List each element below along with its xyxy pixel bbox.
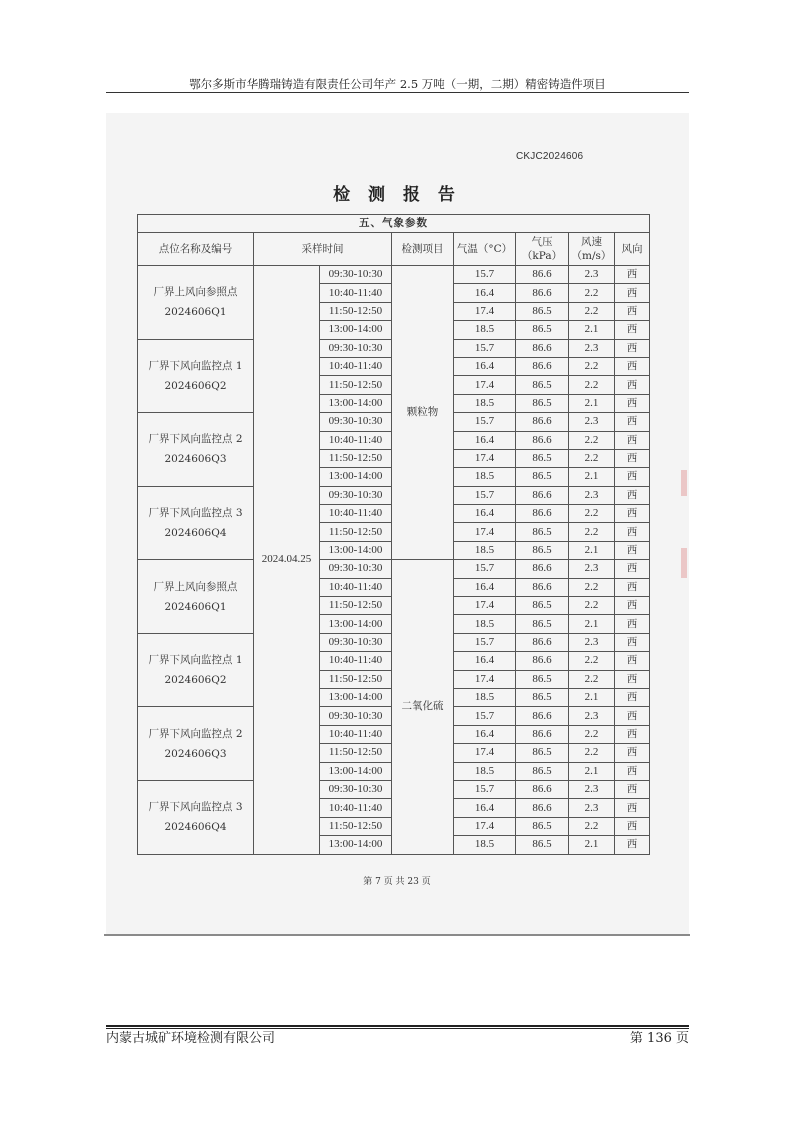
temperature: 18.5: [454, 321, 516, 339]
sampling-time: 13:00-14:00: [320, 468, 392, 486]
site-cell: [138, 707, 254, 781]
pressure: 86.5: [516, 394, 569, 412]
sampling-time: 09:30-10:30: [320, 707, 392, 725]
wind-direction: 西: [615, 597, 650, 615]
wind-speed: 2.2: [569, 670, 615, 688]
wind-speed: 2.3: [569, 707, 615, 725]
temperature: 17.4: [454, 302, 516, 320]
wind-speed: 2.2: [569, 284, 615, 302]
header-wind-direction: 风向: [615, 233, 650, 266]
seal-stamp-fragment: [681, 470, 687, 496]
pressure: 86.6: [516, 652, 569, 670]
sampling-time: 09:30-10:30: [320, 266, 392, 284]
pressure: 86.5: [516, 670, 569, 688]
wind-speed: 2.3: [569, 633, 615, 651]
site-code: 2024606Q3: [164, 453, 227, 466]
wind-speed: 2.2: [569, 652, 615, 670]
temperature: 18.5: [454, 468, 516, 486]
pressure: 86.6: [516, 266, 569, 284]
temperature: 15.7: [454, 486, 516, 504]
pressure: 86.6: [516, 780, 569, 798]
sampling-time: 11:50-12:50: [320, 744, 392, 762]
header-temperature: 气温（°C）: [454, 233, 516, 266]
temperature: 16.4: [454, 505, 516, 523]
site-name: 厂界下风向监控点 3: [148, 801, 243, 814]
pressure: 86.5: [516, 744, 569, 762]
wind-speed: 2.2: [569, 302, 615, 320]
pressure: 86.5: [516, 449, 569, 467]
footer-divider: [106, 1025, 689, 1027]
sampling-date: 2024.04.25: [254, 266, 320, 855]
wind-direction: 西: [615, 523, 650, 541]
section-title: 五、气象参数: [138, 215, 650, 233]
wind-direction: 西: [615, 615, 650, 633]
footer-divider-thin: [106, 1028, 689, 1029]
temperature: 16.4: [454, 652, 516, 670]
wind-direction: 西: [615, 578, 650, 596]
site-cell: [138, 339, 254, 413]
wind-speed: 2.1: [569, 762, 615, 780]
report-page-number: 第 7 页 共 23 页: [363, 877, 431, 887]
wind-direction: 西: [615, 339, 650, 357]
wind-speed: 2.2: [569, 597, 615, 615]
sampling-time: 11:50-12:50: [320, 817, 392, 835]
wind-direction: 西: [615, 394, 650, 412]
wind-speed: 2.1: [569, 321, 615, 339]
wind-speed: 2.2: [569, 431, 615, 449]
site-cell: [138, 413, 254, 487]
wind-speed: 2.1: [569, 688, 615, 706]
wind-direction: 西: [615, 357, 650, 375]
pressure: 86.6: [516, 284, 569, 302]
wind-direction: 西: [615, 486, 650, 504]
sampling-time: 11:50-12:50: [320, 376, 392, 394]
temperature: 18.5: [454, 688, 516, 706]
temperature: 16.4: [454, 284, 516, 302]
site-name: 厂界上风向参照点: [153, 286, 238, 299]
site-name: 厂界下风向监控点 2: [148, 433, 243, 446]
wind-direction: 西: [615, 762, 650, 780]
sampling-time: 13:00-14:00: [320, 615, 392, 633]
pressure: 86.5: [516, 541, 569, 559]
wind-direction: 西: [615, 799, 650, 817]
wind-speed: 2.3: [569, 799, 615, 817]
test-item: 二氧化硫: [392, 560, 454, 854]
pressure: 86.6: [516, 725, 569, 743]
wind-speed: 2.1: [569, 468, 615, 486]
wind-direction: 西: [615, 266, 650, 284]
temperature: 17.4: [454, 817, 516, 835]
temperature: 17.4: [454, 376, 516, 394]
temperature: 17.4: [454, 597, 516, 615]
wind-direction: 西: [615, 780, 650, 798]
wind-speed: 2.2: [569, 357, 615, 375]
temperature: 17.4: [454, 523, 516, 541]
pressure: 86.5: [516, 688, 569, 706]
sampling-time: 11:50-12:50: [320, 302, 392, 320]
temperature: 15.7: [454, 339, 516, 357]
pressure: 86.6: [516, 431, 569, 449]
sampling-time: 10:40-11:40: [320, 357, 392, 375]
wind-direction: 西: [615, 284, 650, 302]
wind-direction: 西: [615, 468, 650, 486]
wind-speed: 2.1: [569, 394, 615, 412]
wind-direction: 西: [615, 725, 650, 743]
temperature: 15.7: [454, 266, 516, 284]
site-name: 厂界上风向参照点: [153, 580, 238, 593]
site-name: 厂界下风向监控点 1: [148, 654, 243, 667]
sampling-time: 10:40-11:40: [320, 799, 392, 817]
wind-speed: 2.3: [569, 780, 615, 798]
site-code: 2024606Q1: [164, 600, 227, 613]
temperature: 18.5: [454, 836, 516, 854]
sampling-time: 13:00-14:00: [320, 688, 392, 706]
temperature: 15.7: [454, 707, 516, 725]
pressure: 86.6: [516, 799, 569, 817]
header-wind-speed: 风速 （m/s）: [569, 233, 615, 266]
site-name: 厂界下风向监控点 2: [148, 727, 243, 740]
pressure: 86.5: [516, 468, 569, 486]
wind-speed: 2.3: [569, 413, 615, 431]
wind-direction: 西: [615, 302, 650, 320]
wind-direction: 西: [615, 744, 650, 762]
sampling-time: 11:50-12:50: [320, 670, 392, 688]
wind-speed: 2.3: [569, 266, 615, 284]
site-name: 厂界下风向监控点 3: [148, 506, 243, 519]
sampling-time: 09:30-10:30: [320, 633, 392, 651]
temperature: 16.4: [454, 799, 516, 817]
wind-direction: 西: [615, 431, 650, 449]
pressure: 86.5: [516, 376, 569, 394]
wind-direction: 西: [615, 449, 650, 467]
temperature: 17.4: [454, 670, 516, 688]
site-code: 2024606Q3: [164, 747, 227, 760]
wind-direction: 西: [615, 670, 650, 688]
wind-speed: 2.1: [569, 615, 615, 633]
temperature: 18.5: [454, 762, 516, 780]
site-code: 2024606Q1: [164, 306, 227, 319]
sampling-time: 13:00-14:00: [320, 321, 392, 339]
seal-stamp-fragment: [681, 548, 687, 578]
sampling-time: 11:50-12:50: [320, 449, 392, 467]
pressure: 86.6: [516, 633, 569, 651]
wind-speed: 2.2: [569, 376, 615, 394]
sampling-time: 09:30-10:30: [320, 339, 392, 357]
pressure: 86.6: [516, 578, 569, 596]
wind-direction: 西: [615, 376, 650, 394]
site-cell: [138, 560, 254, 634]
pressure: 86.5: [516, 762, 569, 780]
wind-speed: 2.2: [569, 523, 615, 541]
header-time: 采样时间: [254, 233, 392, 266]
temperature: 18.5: [454, 541, 516, 559]
sampling-time: 11:50-12:50: [320, 523, 392, 541]
wind-speed: 2.3: [569, 339, 615, 357]
temperature: 16.4: [454, 725, 516, 743]
wind-speed: 2.1: [569, 836, 615, 854]
site-cell: [138, 266, 254, 340]
temperature: 15.7: [454, 560, 516, 578]
sampling-time: 10:40-11:40: [320, 652, 392, 670]
table-row: [138, 266, 650, 284]
pressure: 86.5: [516, 302, 569, 320]
pressure: 86.5: [516, 597, 569, 615]
site-cell: [138, 633, 254, 707]
report-title: 检 测 报 告: [333, 185, 461, 205]
sampling-time: 09:30-10:30: [320, 560, 392, 578]
meteorological-table: [137, 214, 650, 855]
wind-direction: 西: [615, 817, 650, 835]
pressure: 86.5: [516, 523, 569, 541]
site-name: 厂界下风向监控点 1: [148, 359, 243, 372]
pressure: 86.6: [516, 413, 569, 431]
pressure: 86.5: [516, 321, 569, 339]
sampling-time: 13:00-14:00: [320, 762, 392, 780]
temperature: 15.7: [454, 780, 516, 798]
site-code: 2024606Q4: [164, 821, 227, 834]
table-body: [138, 266, 650, 855]
sampling-time: 13:00-14:00: [320, 541, 392, 559]
pressure: 86.6: [516, 486, 569, 504]
pressure: 86.5: [516, 615, 569, 633]
wind-speed: 2.2: [569, 725, 615, 743]
sampling-time: 10:40-11:40: [320, 431, 392, 449]
sampling-time: 09:30-10:30: [320, 486, 392, 504]
temperature: 17.4: [454, 744, 516, 762]
sampling-time: 10:40-11:40: [320, 725, 392, 743]
pressure: 86.6: [516, 707, 569, 725]
wind-direction: 西: [615, 652, 650, 670]
wind-direction: 西: [615, 560, 650, 578]
wind-speed: 2.2: [569, 505, 615, 523]
wind-speed: 2.3: [569, 560, 615, 578]
wind-speed: 2.2: [569, 817, 615, 835]
temperature: 16.4: [454, 431, 516, 449]
sampling-time: 13:00-14:00: [320, 836, 392, 854]
temperature: 15.7: [454, 633, 516, 651]
wind-direction: 西: [615, 836, 650, 854]
sampling-time: 09:30-10:30: [320, 413, 392, 431]
table-header-row: [138, 233, 650, 266]
document-header: 鄂尔多斯市华腾瑞铸造有限责任公司年产 2.5 万吨（一期，二期）精密铸造件项目: [106, 76, 689, 93]
site-cell: [138, 486, 254, 560]
sampling-time: 10:40-11:40: [320, 578, 392, 596]
wind-direction: 西: [615, 707, 650, 725]
temperature: 16.4: [454, 357, 516, 375]
sampling-time: 10:40-11:40: [320, 505, 392, 523]
wind-direction: 西: [615, 321, 650, 339]
wind-direction: 西: [615, 505, 650, 523]
temperature: 18.5: [454, 615, 516, 633]
wind-direction: 西: [615, 413, 650, 431]
wind-direction: 西: [615, 688, 650, 706]
pressure: 86.6: [516, 357, 569, 375]
table-row: [138, 560, 650, 578]
header-pressure: 气压 （kPa）: [516, 233, 569, 266]
temperature: 17.4: [454, 449, 516, 467]
sampling-time: 13:00-14:00: [320, 394, 392, 412]
wind-speed: 2.2: [569, 449, 615, 467]
sampling-time: 09:30-10:30: [320, 780, 392, 798]
test-item: 颗粒物: [392, 266, 454, 560]
footer-page-number: 第 136 页: [629, 1031, 689, 1046]
temperature: 16.4: [454, 578, 516, 596]
temperature: 15.7: [454, 413, 516, 431]
site-cell: [138, 780, 254, 854]
sampling-time: 10:40-11:40: [320, 284, 392, 302]
site-code: 2024606Q2: [164, 379, 227, 392]
report-number: CKJC2024606: [516, 151, 584, 162]
site-code: 2024606Q4: [164, 526, 227, 539]
wind-speed: 2.3: [569, 486, 615, 504]
pressure: 86.6: [516, 560, 569, 578]
temperature: 18.5: [454, 394, 516, 412]
pressure: 86.5: [516, 817, 569, 835]
site-code: 2024606Q2: [164, 674, 227, 687]
wind-direction: 西: [615, 541, 650, 559]
wind-direction: 西: [615, 633, 650, 651]
wind-speed: 2.2: [569, 578, 615, 596]
footer-company: 内蒙古城矿环境检测有限公司: [106, 1031, 276, 1046]
pressure: 86.5: [516, 836, 569, 854]
pressure: 86.6: [516, 339, 569, 357]
pressure: 86.6: [516, 505, 569, 523]
header-item: 检测项目: [392, 233, 454, 266]
sampling-time: 11:50-12:50: [320, 597, 392, 615]
header-site: 点位名称及编号: [138, 233, 254, 266]
scan-edge-line: [104, 934, 690, 936]
wind-speed: 2.2: [569, 744, 615, 762]
wind-speed: 2.1: [569, 541, 615, 559]
